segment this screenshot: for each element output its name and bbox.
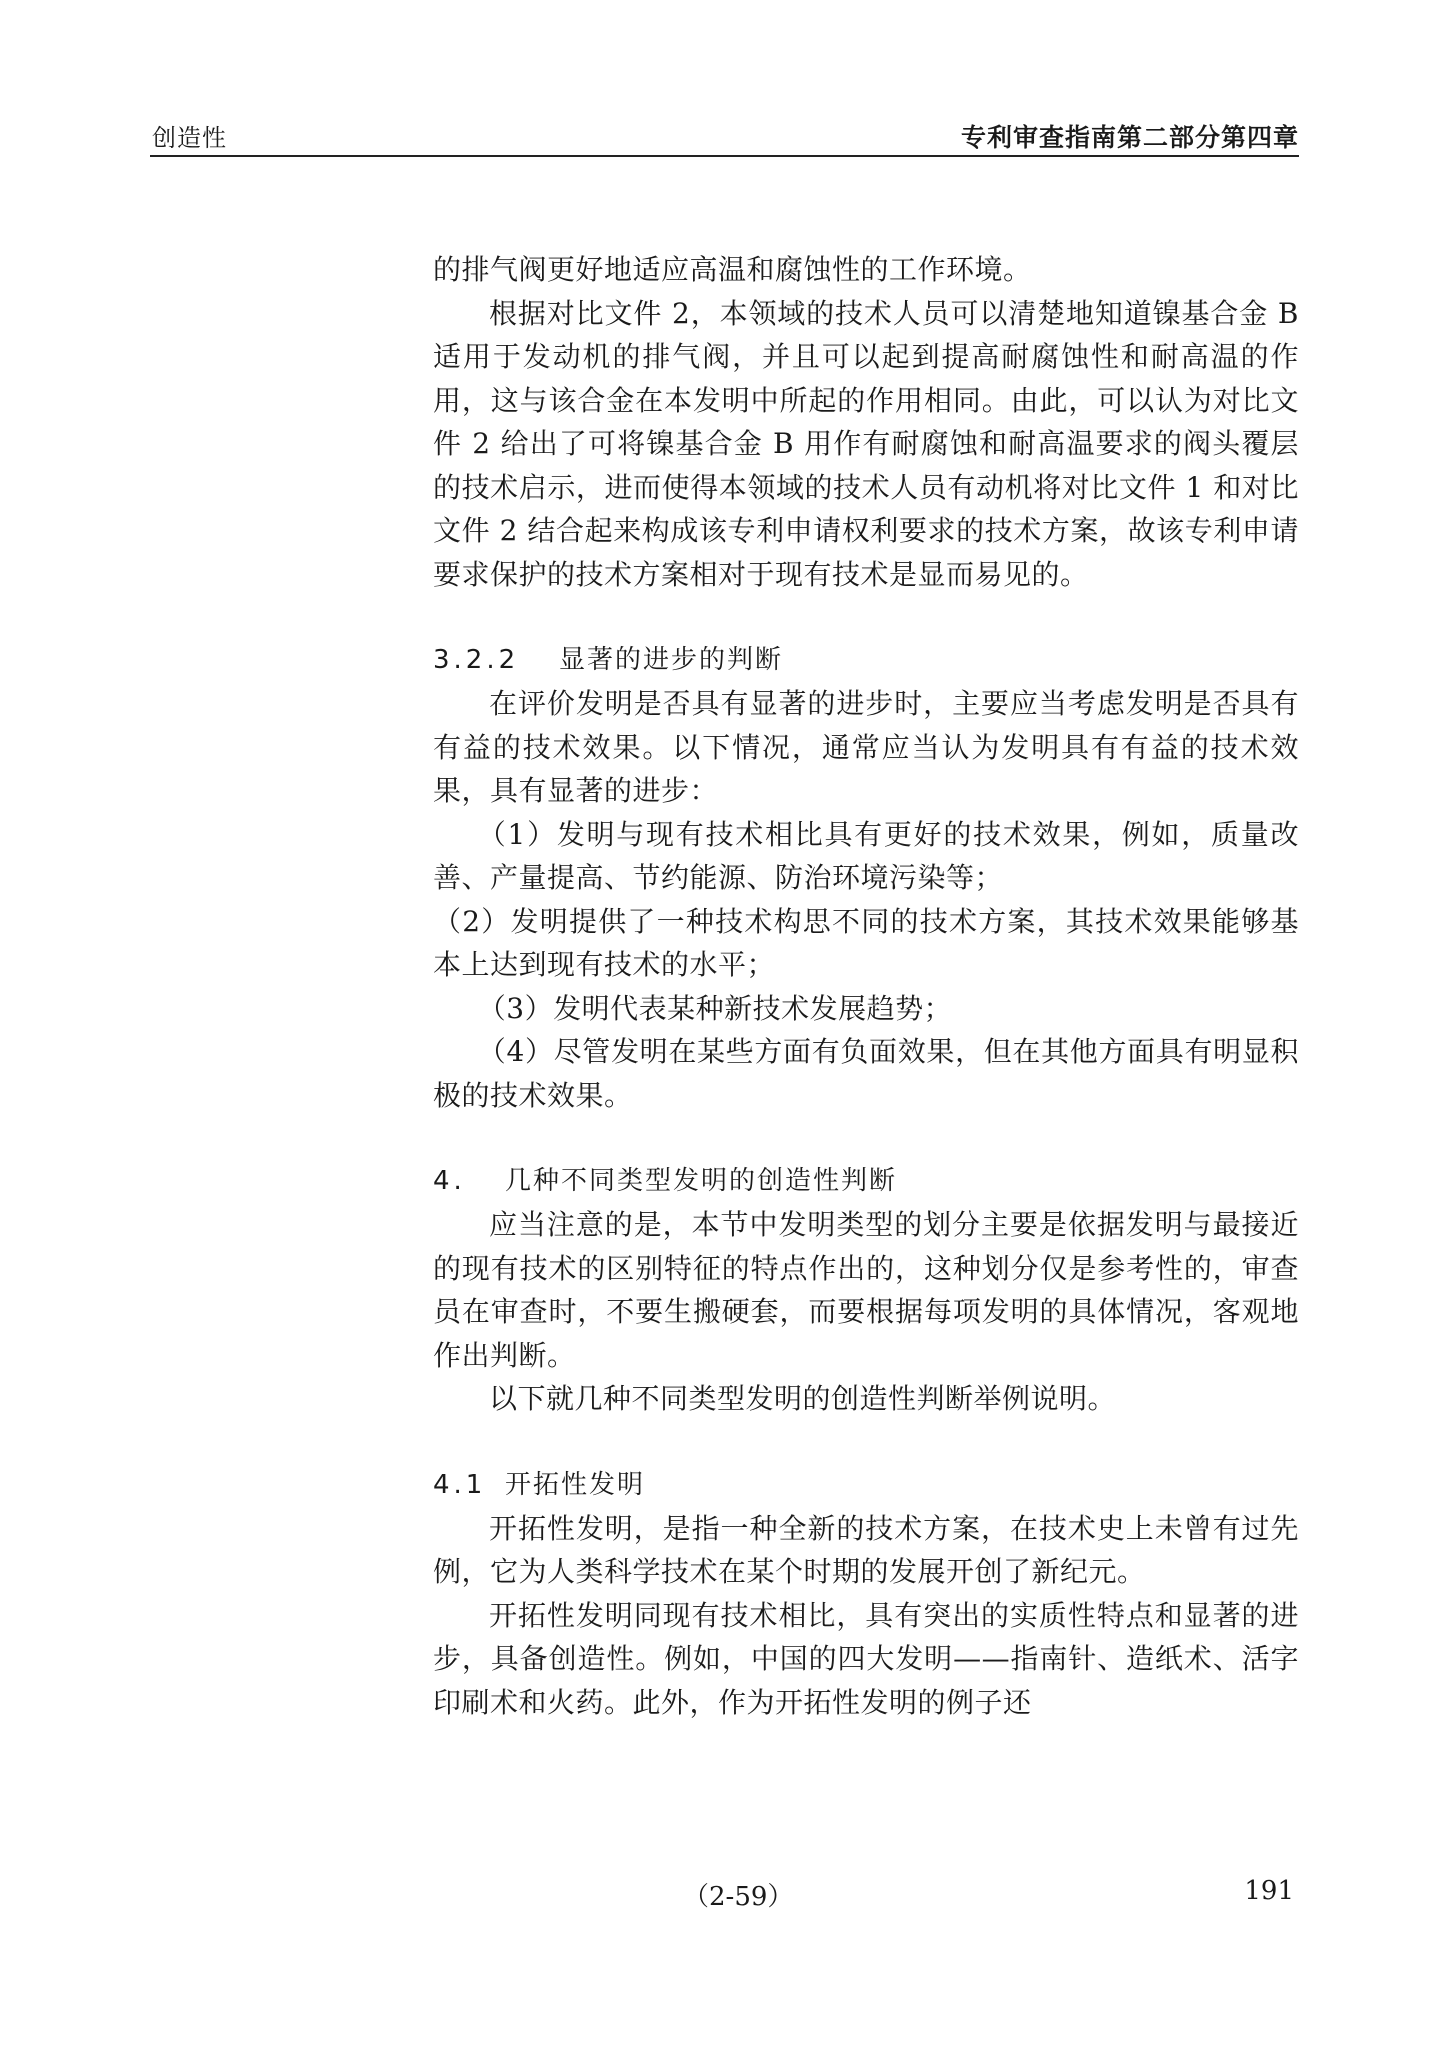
paragraph-continued: 的排气阀更好地适应高温和腐蚀性的工作环境。: [433, 253, 1032, 286]
list-item: （2）发明提供了一种技术构思不同的技术方案，其技术效果能够基本上达到现有技术的水平；: [433, 904, 1299, 981]
paragraph: 应当注意的是，本节中发明类型的划分主要是依据发明与最接近的现有技术的区别特征的特点作出的，这种划分仅是参考性的，审查员在审查时，不要生搬硬套，而要根据每项发明的具体情况，客观地作出判断。: [433, 1208, 1299, 1372]
paragraph: 根据对比文件 2，本领域的技术人员可以清楚地知道镍基合金 B 适用于发动机的排气阀，并且可以起到提高耐腐蚀性和耐高温的作用，这与该合金在本发明中所起的作用相同。由此，可以认为对比文件 2 给出了可将镍基合金 B 用作有耐腐蚀和耐高温要求的阀头覆层的技术启示，进而使得本领域的技术人员有动机将对比文件 1 和对比文件 2 结合起来构成该专利申请权利要求的技术方案，故该专利申请要求保护的技术方案相对于现有技术是显而易见的。: [433, 296, 1299, 591]
section-number: 3.2.2: [433, 645, 520, 675]
page-number: 191: [1244, 1876, 1294, 1906]
running-header-left: 创造性: [152, 124, 227, 152]
section-title: 显著的进步的判断: [559, 645, 784, 675]
page-body: [433, 248, 1299, 1724]
list-item: （1）发明与现有技术相比具有更好的技术效果，例如，质量改善、产量提高、节约能源、防治环境污染等；: [433, 817, 1299, 894]
section-gap: [433, 1117, 1299, 1159]
paragraph: 以下就几种不同类型发明的创造性判断举例说明。: [489, 1382, 1117, 1415]
section-heading-4: [433, 1159, 1299, 1203]
header-divider: [150, 155, 1299, 157]
list-item: （4）尽管发明在某些方面有负面效果，但在其他方面具有明显积极的技术效果。: [433, 1035, 1299, 1112]
section-heading-3-2-2: [433, 638, 1299, 682]
section-title: 开拓性发明: [505, 1469, 646, 1500]
list-item: （3）发明代表某种新技术发展趋势；: [477, 991, 953, 1025]
section-gap: [433, 1421, 1299, 1463]
section-number: 4.: [433, 1166, 466, 1196]
running-header-right: 专利审查指南第二部分第四章: [960, 123, 1299, 152]
section-gap: [433, 596, 1299, 638]
paragraph: 开拓性发明同现有技术相比，具有突出的实质性特点和显著的进步，具备创造性。例如，中国的四大发明——指南针、造纸术、活字印刷术和火药。此外，作为开拓性发明的例子还: [433, 1598, 1299, 1719]
section-heading-4-1: [433, 1463, 1299, 1507]
paragraph: 在评价发明是否具有显著的进步时，主要应当考虑发明是否具有有益的技术效果。以下情况，通常应当认为发明具有有益的技术效果，具有显著的进步：: [433, 687, 1299, 807]
section-page-label: （2-59）: [683, 1882, 794, 1912]
paragraph: 开拓性发明，是指一种全新的技术方案，在技术史上未曾有过先例，它为人类科学技术在某个时期的发展开创了新纪元。: [433, 1511, 1299, 1588]
section-title: 几种不同类型发明的创造性判断: [505, 1166, 898, 1196]
section-number: 4.1: [433, 1469, 487, 1500]
